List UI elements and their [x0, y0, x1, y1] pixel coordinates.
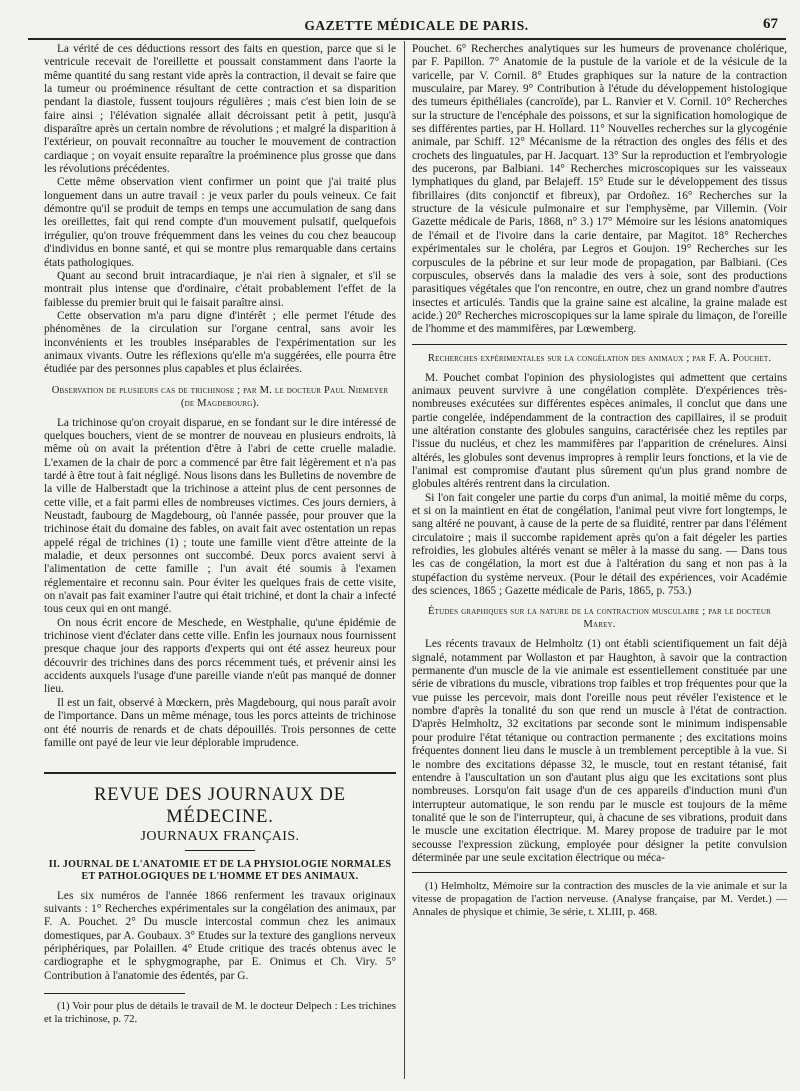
paragraph: Il est un fait, observé à Mœckern, près Magdebourg, qui nous paraît avoir de l'importance. Dans un même ménage, tous les porcs atteints de trichinose ont été nourris de renards et de chats dépouillés. Trois personnes de cette famille ont payé de leur vie leur déplorable imprudence.: [44, 696, 396, 749]
paragraph: On nous écrit encore de Meschede, en Westphalie, qu'une épidémie de trichinose vient d'éclater dans cette ville. Enfin les journaux nous fournissent presque chaque jour des rapports d'experts qui ont été assez heureux pour découvrir des trichines dans des porcs récemment tués, et prévenir ainsi les accidents auxquels l'usage d'une pareille viande n'eût pas manqué de donner lieu.: [44, 616, 396, 696]
journal-title: GAZETTE MÉDICALE DE PARIS.: [304, 18, 529, 33]
column-divider: [404, 41, 405, 1079]
paragraph: Cette observation m'a paru digne d'intérêt ; elle permet l'étude des phénomènes de la circulation sur l'organe central, sans avoir les inconvénients et les troubles inséparables de l'expérimentation sur les animaux vivants. Outre les réflexions qu'elle m'a suggérées, elle pourra être étudiée par des personnes plus capables et plus éclairées.: [44, 309, 396, 376]
section-title-contraction: Études graphiques sur la nature de la contraction musculaire ; par le docteur Marey.: [428, 606, 771, 631]
paragraph: Si l'on fait congeler une partie du corps d'un animal, la moitié même du corps, et si on la maintient en état de congélation, l'animal peut vivre fort longtemps, le sang altéré ne pouvant, à cause de la perte de sa fluidité, rentrer par dans l'élément circulatoire ; mais il succombe rapidement après qu'on a fait dégeler les parties refroidies, les globules altérés venant se mêler à la masse du sang. — Dans tous les cas de congélation, la mort est due à l'altération du sang et non pas à la stupéfaction du système nerveux. (Pour le détail des expériences, voir Académie des sciences, 1865 ; Gazette médicale de Paris, 1865, p. 753.): [412, 491, 787, 598]
revue-title: REVUE DES JOURNAUX DE MÉDECINE.: [94, 785, 346, 828]
footnote-rule: [412, 872, 787, 873]
paragraph: La trichinose qu'on croyait disparue, en se fondant sur le dire intéressé de quelques bouchers, vient de se montrer de nouveau en plusieurs endroits, là même où on avait la prétention d'être à l'abri de cette cruelle maladie. L'examen de la chair de porc a commencé par être fait légèrement et n'a pas tardé à être tout à fait négligé. Nous lisons dans les Bulletins de novembre de la ville de Halberstadt que la trichinose a atteint plus de cent personnes de cette ville, et a fait parmi elles de nombreuses victimes. Ces jours derniers, à Neustadt, faubourg de Magdebourg, où l'année passée, pour prouver que la trichinose était du domaine des fables, on avait fait avec ostentation un repas appelé régal de trichines (1) ; toute une famille vient d'être atteinte de la maladie, et deux personnes ont succombé. Deux porcs avaient servi à l'alimentation de cette famille ; l'un avait été soumis à l'examen réglementaire et reconnu sain. Pour éviter les quelques frais de cette visite, on n'avait pas fait examiner l'autre qui était trichiné, et dont la chair a infecté tous ceux qui en ont mangé.: [44, 416, 396, 616]
section-rule: [412, 344, 787, 345]
paragraph: Cette même observation vient confirmer un point que j'ai traité plus longuement dans un autre travail : je veux parler du pouls veineux. Ce fait démontre qu'il se produit de temps en temps une accumulation de sang dans les oreillettes, fait qui rend compte d'un mouvement pulsatif, quelquefois irrégulier, qu'on trouve fréquemment dans les veines du cou chez beaucoup d'individus en bonne santé, et qui se montre plus remarquable dans certains états pathologiques.: [44, 176, 396, 269]
paragraph: Les six numéros de l'année 1866 renferment les travaux originaux suivants : 1° Recherches expérimentales sur la congélation des animaux, par F. A. Pouchet. 2° Du muscle intercostal commun chez les animaux domestiques, par A. Goubaux. 3° Etudes sur la texture des ganglions nerveux périphériques, par Polaillen. 4° Etude critique des tracés obtenus avec le cardiographe et le sphygmographe, par E. Onimus et Ch. Viry. 5° Contribution à l'anatomie des édentés, par G.: [44, 889, 396, 982]
journal-heading: II. JOURNAL DE L'ANATOMIE ET DE LA PHYSIOLOGIE NORMALES ET PATHOLOGIQUES DE L'HOMME ET DES ANIMAUX.: [48, 858, 392, 883]
section-title-congelation: Recherches expérimentales sur la congélation des animaux ; par F. A. Pouchet.: [427, 352, 772, 364]
paragraph: Pouchet. 6° Recherches analytiques sur les humeurs de provenance cholérique, par F. Papillon. 7° Anatomie de la pustule de la variole et de la vésicule de la varicelle, par V. Cornil. 8° Etudes graphiques sur la nature de la contraction musculaire, par Marey. 9° Contribution à l'étude du développement histologique des tumeurs épithéliales (cancroïde), par L. Ranvier et V. Cornil. 10° Recherches sur la structure de l'encéphale des poissons, et sur la signification homologique de ses différentes parties, par H. Hollard. 11° Nouvelles recherches sur la glycogénie animale, par Schiff. 12° Mécanisme de la rétraction des ongles des félis et des crochets des linguatules, par H. Jacquart. 13° Sur la reproduction et l'embryologie des pucerons, par Balbiani. 14° Recherches microscopiques sur les vaisseaux lymphatiques du gland, par Belajeff. 15° Etude sur le développement des tissus fibrillaires (dits conjonctif et fibreux), par Ordoñez. 16° Recherches sur la structure de la vésicule pulmonaire et sur l'emphysème, par Villemin. (Voir Gazette médicale de Paris, 1868, n° 3.) 17° Mémoire sur les lésions anatomiques de l'émail et de l'ivoire dans la carie dentaire, par Magitot. 18° Recherches expérimentales sur le choléra, par Legros et Goujon. 19° Recherches sur les corpuscules de la pébrine et sur leur mode de propagation, par Balbiani. (Ces corpuscules, observés dans la maladie des vers à soie, sont des productions parasitiques végétales que l'on rencontre, en outre, chez un grand nombre d'autres insectes et articulés. Tandis que la graine saine est alcaline, la graine malade est acide.) 20° Recherches microscopiques sur la lame spirale du limaçon, de l'oreille de l'homme et des mammifères, par Lœwemberg.: [412, 43, 787, 336]
paragraph: Les récents travaux de Helmholtz (1) ont établi scientifiquement un fait déjà signalé, notamment par Wollaston et par Haughton, à savoir que la contraction permanente d'un muscle de la vie animale est essentiellement constituée par une série de vibrations du muscle, vibrations trop faibles et trop fréquentes pour que la vue puisse les percevoir, mais dont l'oreille nous peut révéler l'existence et le nombre d'après la tonalité du son que rend un muscle à l'état de contraction. D'après Helmholtz, 32 excitations par seconde sont le minimum indispensable pour produire l'état tétanique ou contraction permanente ; des excitations moins fréquentes donnent lieu dans le muscle à un tremblement perceptible à la vue. Si le nombre des excitations dépasse 32, le muscle, tout en restant tétanisé, fait entendre à l'auscultation un son d'autant plus aigu que les excitations sont plus nombreuses. Lorsqu'on fait usage d'un de ces appareils d'induction muni d'un interrupteur automatique, le son rendu par le muscle est toujours de la même tonalité que le son de l'interrupteur, qui, à chacune de ses vibrations, produit dans le muscle une excitation électrique. M. Marey propose de traduire par le mot secousse l'expression zückung, employée pour désigner la petite convulsion déterminée par une seule excitation électrique ou méca-: [412, 638, 787, 864]
header-rule: [28, 38, 786, 40]
subtitle-rule: [185, 850, 255, 851]
paragraph: Quant au second bruit intracardiaque, je n'ai rien à signaler, et s'il se montrait plus intense que d'ordinaire, c'était probablement l'effet de la faiblesse du premier bruit qui le faisait paraître ainsi.: [44, 269, 396, 309]
page-header: [55, 16, 778, 38]
footnote: (1) Helmholtz, Mémoire sur la contraction des muscles de la vie animale et sur la vitesse de propagation de l'action nerveuse. (Analyse française, par M. Verdet.) — Annales de physique et chimie, 3e série, t. XLIII, p. 468.: [412, 880, 787, 919]
footnote: (1) Voir pour plus de détails le travail de M. le docteur Delpech : Les trichines et la trichinose, p. 72.: [44, 999, 396, 1025]
section-title-trichinose: Observation de plusieurs cas de trichinose ; par M. le docteur Paul Niemeyer (de Magdebourg).: [51, 384, 389, 409]
page-number: 67: [763, 16, 778, 32]
paragraph: M. Pouchet combat l'opinion des physiologistes qui admettent que certains animaux peuvent survivre à une congélation complète. D'expériences très-nombreuses exécutées sur différentes espèces animales, il conclut que dans une partie congelée, indépendamment de la contraction des capillaires, il se produit une altération constante des globules sanguins, caractérisée chez les reptiles par l'issue du nucléus, et chez les mammifères par l'apparition de crénelures. Ainsi altérés, les globules sont devenus impropres à remplir leurs fonctions, et la vie de l'animal est compromise d'autant plus sûrement qu'un plus grand nombre de globules altérés rentrent dans la circulation.: [412, 371, 787, 491]
right-column: [412, 43, 787, 919]
section-rule: [44, 772, 396, 774]
footnote-rule: [44, 993, 185, 994]
paragraph: La vérité de ces déductions ressort des faits en question, parce que si le ventricule recevait de l'oreillette et poussait constamment dans l'aorte la même quantité du sang restant vide après la contraction, il devait se faire que la tumeur ou proéminence résultant de cette contraction et sa disparition pendant la diastole, fussent toujours régulières ; mais c'est bien loin de se faire ainsi ; l'élévation signalée allait décroissant petit à petit, jusqu'à disparaître après un certain nombre de révolutions ; et malgré la disparition à l'extérieur, on pouvait reconnaître au toucher le mouvement de contraction cardiaque ; on voyait ensuite reparaître la proéminence plus grosse que dans les révolutions précédentes.: [44, 43, 396, 176]
left-column: [44, 43, 396, 1026]
revue-subtitle: JOURNAUX FRANÇAIS.: [140, 829, 300, 845]
